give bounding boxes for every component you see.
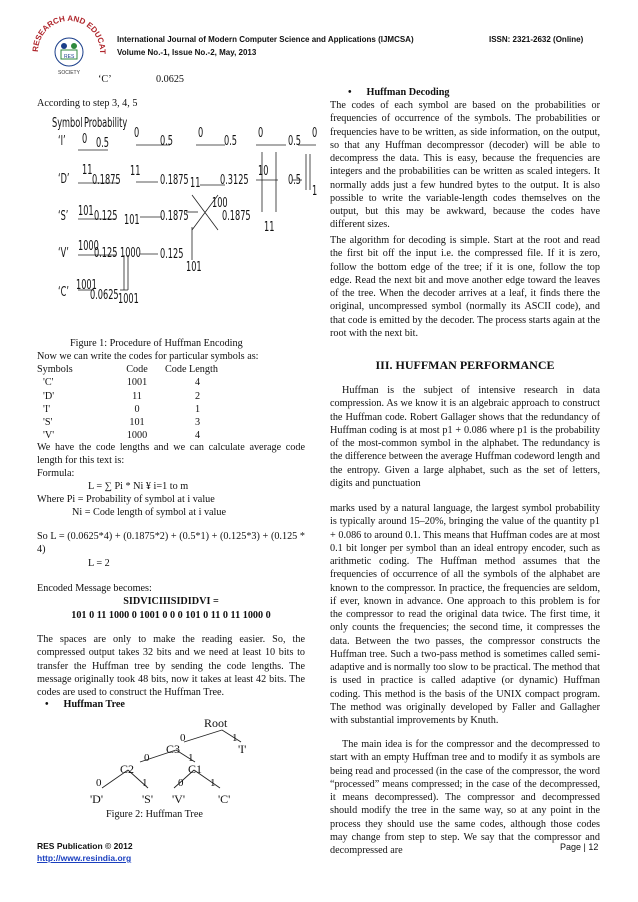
- fig1-c1-prob-v: 0.125: [94, 246, 118, 261]
- figure-1: [40, 112, 330, 322]
- performance-paragraph-1: Huffman is the subject of intensive research in data compression. As we know it is an algebraic approach to construct the Huffman code. Robert Gallager shows that the redundancy of Huffman coding is at most p1 + 0.086 where p1 is the probability of the most-common symbol in the alphabet. The redundancy is the difference between the average Huffman codeword length and the entropy. Given a large alphabet, such as the set of letters, digits and punctuation: [330, 385, 600, 489]
- cell-symbol: 'S': [43, 417, 53, 428]
- top-row-symbol: ‘C’: [98, 74, 112, 85]
- cell-symbol: 'V': [43, 430, 55, 442]
- fig1-c4-prob-b: 0.5: [288, 173, 302, 188]
- edge-label: 1: [210, 777, 216, 789]
- bullet-huffman-decoding-label: Huffman Decoding: [366, 87, 450, 98]
- fig1-c1-code-s: 101: [78, 204, 94, 219]
- fig1-c2-prob-1: 0.1875: [160, 173, 189, 188]
- fig1-c4-code-0b: 0: [312, 126, 318, 141]
- tree-leaf-s: 'S': [142, 792, 153, 806]
- tree-root: Root: [204, 716, 228, 730]
- logo-arc-text: RESEARCH AND EDUCAT: [30, 13, 108, 55]
- fig1-sym-i: ‘I’: [58, 134, 66, 149]
- edge-label: 0: [144, 752, 150, 764]
- fig1-c4-prob: 0.5: [288, 134, 302, 149]
- table-row: [37, 376, 255, 389]
- edge-label: 1: [188, 752, 194, 764]
- fig1-c3-code-11: 11: [264, 220, 275, 235]
- fig1-c2-code-1000: 1000: [120, 246, 141, 261]
- tree-leaf-d: 'D': [90, 792, 103, 806]
- cell-length: 1: [195, 403, 201, 415]
- where-ni: Ni = Code length of symbol at i value: [72, 507, 227, 518]
- fig1-c2-code-1: 11: [130, 164, 141, 179]
- codes-intro: Now we can write the codes for particular symbols as:: [37, 351, 259, 362]
- logo-center-text: RES: [64, 54, 75, 60]
- cell-length: 3: [195, 417, 201, 428]
- bullet-huffman-tree: [37, 698, 125, 711]
- tree-leaf-c: 'C': [218, 792, 231, 806]
- so-l-equation: So L = (0.0625*4) + (0.1875*2) + (0.5*1) + (0.125*3) + (0.125 * 4): [37, 531, 305, 556]
- footer-page-number: Page | 12: [560, 842, 599, 852]
- fig1-c2-prob-0: 0.5: [160, 134, 174, 149]
- tree-node-c1: C1: [188, 762, 203, 776]
- cell-symbol: 'I': [43, 403, 51, 415]
- cell-length: 4: [195, 377, 201, 389]
- formula-label: Formula:: [37, 468, 75, 479]
- tree-leaf-v: 'V': [172, 792, 185, 806]
- fig1-sym-v: ‘V’: [58, 246, 69, 261]
- cell-symbol: 'C': [43, 377, 54, 389]
- table-row: [37, 416, 255, 429]
- fig1-col-prob: Probability: [84, 116, 128, 131]
- performance-paragraph-3: The main idea is for the compressor and the decompressed to start with an empty Huffman tree and to modify it as symbols are being read and processed (in the case of the compressor, the word “processed” means compressed; in the case of the decompressed, it means decompressed). The compressor and decompressed should modify the tree in the same way, so at any point in the process they should use the same codes, although those codes may change from step to step. We say that the compressor and decompressed are: [330, 739, 600, 856]
- logo-bottom-text: SOCIETY: [58, 70, 80, 76]
- edge-label: 0: [96, 777, 102, 789]
- fig1-c2-code-0: 0: [134, 126, 140, 141]
- section-heading: III. HUFFMAN PERFORMANCE: [375, 358, 555, 372]
- fig1-c1-code-c: 1001: [76, 278, 97, 293]
- journal-logo: [28, 8, 110, 80]
- fig1-c1-prob-s: 0.125: [94, 209, 118, 224]
- fig1-sym-d: ‘D’: [58, 172, 70, 187]
- encoded-bits: 101 0 11 1000 0 1001 0 0 0 101 0 11 0 11 1000 0: [71, 610, 271, 621]
- cell-code: 1000: [126, 430, 148, 442]
- journal-title: International Journal of Modern Computer Science and Applications (IJMCSA): [117, 35, 414, 44]
- cell-symbol: 'D': [43, 390, 55, 402]
- fig1-c2-code-100: 100: [212, 196, 228, 211]
- code-table-header: [37, 363, 255, 376]
- th-symbols: Symbols: [37, 364, 73, 375]
- fig1-c2-prob-2: 0.1875: [160, 209, 189, 224]
- avg-code-length-text: We have the code lengths and we can calculate average code length for this text is:: [37, 442, 305, 467]
- l-equals: L = 2: [88, 558, 110, 569]
- performance-paragraph-2: marks used by a natural language, the largest symbol probability is typically around 15–20%, bringing the value of the quantity p1 + 0.086 to around 0.1. This means that Huffman codes are at most 0.1 bit longer per symbol than an ideal entropy encoder, such as arithmetic coding. The Huffman method assumes that the frequencies of occurrence of all the symbols of the alphabet are known to the compressor. In practice, the frequencies are seldom, if ever, known in advance. One approach to this problem is for the compressor to read the original data twice. The first time, it only counts the frequencies; the second time, it compresses the data. Between the two passes, the compressor constructs the Huffman tree. Such a two-pass method is sometimes called semi-adaptive and is normally too slow to be practical. The method that is used in practice is called adaptive (or dynamic) Huffman coding. This method is the basis of the UNIX compact program. The method was originally developed by Faller and Gallagher with substantial improvements by Knuth.: [330, 503, 600, 726]
- tree-node-c2: C2: [120, 762, 135, 776]
- cell-code: 11: [132, 390, 142, 402]
- tree-node-i: 'I': [238, 742, 247, 756]
- cell-code: 0: [134, 403, 140, 415]
- encoded-label: Encoded Message becomes:: [37, 583, 152, 594]
- fig1-c3-code-101: 101: [186, 260, 202, 275]
- fig1-c4-code-1: 1: [312, 184, 318, 199]
- footer-url-link[interactable]: http://www.resindia.org: [37, 853, 132, 863]
- fig1-c1-prob-d: 0.1875: [92, 173, 121, 188]
- journal-issn: ISSN: 2321-2632 (Online): [489, 35, 584, 44]
- fig1-sym-s: ‘S’: [58, 209, 69, 224]
- fig1-c3-prob-1: 0.3125: [220, 173, 249, 188]
- spaces-paragraph: The spaces are only to make the reading easier. So, the compressed output takes 32 bits and we need at least 10 bits to transfer the Huffman tree by sending the code lengths. The message originally took 48 bits, now it takes at least 42 bits. The codes are used to construct the Huffman Tree.: [37, 634, 305, 698]
- code-table: [37, 363, 327, 443]
- fig1-c3-prob-0: 0.5: [224, 134, 238, 149]
- decoding-paragraph-1: The codes of each symbol are based on the probabilities or frequencies of occurrence of the symbols. The probabilities or frequencies have to be written, as side information, on the output, so that any Huffman decompressor (decoder) will be able to decompress the data. This is easy, because the frequencies are integers and the probabilities can be written as scaled integers. It normally adds just a few hundred bytes to the output. It is also possible to write the variable-length codes themselves on the output, but this may be awkward, because the codes have different sizes.: [330, 100, 600, 231]
- table-row: [37, 403, 255, 416]
- fig1-c1-code-d: 11: [82, 163, 93, 178]
- fig1-sym-c: ‘C’: [58, 285, 69, 300]
- footer-publication: RES Publication © 2012: [37, 841, 133, 851]
- according-text: According to step 3, 4, 5: [37, 98, 138, 109]
- bullet-huffman-decoding: [340, 86, 449, 99]
- th-code-length: Code Length: [165, 364, 218, 375]
- tree-node-c3: C3: [166, 742, 181, 756]
- fig1-c2-code-1001: 1001: [118, 292, 139, 307]
- top-row-value: 0.0625: [156, 74, 185, 85]
- formula: L = ∑ Pi * Ni ¥ i=1 to m: [88, 481, 189, 492]
- figure-1-caption: Figure 1: Procedure of Huffman Encoding: [70, 338, 243, 349]
- edge-label: 0: [180, 732, 186, 744]
- figure-2: [86, 718, 271, 818]
- edge-label: 0: [178, 777, 184, 789]
- where-pi: Where Pi = Probability of symbol at i value: [37, 494, 215, 505]
- fig1-c1-code-v: 1000: [78, 239, 99, 254]
- edge-label: 1: [232, 732, 238, 744]
- fig1-c4-code-0: 0: [258, 126, 264, 141]
- encoded-word: SIDVICIIISIDIDVI =: [123, 596, 219, 607]
- fig1-c1-prob-i: 0.5: [96, 136, 110, 151]
- fig1-c1-code-i: 0: [82, 132, 88, 147]
- cell-code: 1001: [126, 377, 148, 389]
- edge-label: 1: [142, 777, 148, 789]
- fig1-c3-code-2: 10: [258, 164, 269, 179]
- fig1-c2-code-101: 101: [124, 213, 140, 228]
- fig1-c2-prob-3: 0.125: [160, 247, 184, 262]
- fig1-c3-code-0: 0: [198, 126, 204, 141]
- fig1-c3-prob-2: 0.1875: [222, 209, 251, 224]
- cell-length: 2: [195, 390, 201, 402]
- cell-length: 4: [195, 430, 201, 442]
- table-row: [37, 390, 255, 403]
- cell-code: 101: [129, 417, 145, 428]
- bullet-huffman-tree-label: Huffman Tree: [63, 699, 125, 710]
- fig1-c1-prob-c: 0.0625: [90, 288, 119, 303]
- journal-volume: Volume No.-1, Issue No.-2, May, 2013: [117, 48, 257, 57]
- svg-text:RESEARCH AND EDUCATIONAL: [28, 8, 107, 54]
- fig1-c3-code-1: 11: [190, 176, 201, 191]
- decoding-paragraph-2: The algorithm for decoding is simple. Start at the root and read the first bit off the input i.e. the compressed file. If it is zero, follow the bottom edge of the tree; if it is one, follow the top edge. Read the next bit and move another edge toward the leaves of the tree. When the decoder arrives at a leaf, it finds there the original, uncompressed symbol (normally its ASCII code), and that code is emitted by the decoder. The process starts again at the root with the next bit.: [330, 235, 600, 339]
- th-code: Code: [126, 364, 148, 375]
- figure-2-caption: Figure 2: Huffman Tree: [106, 809, 203, 820]
- fig1-col-symbol: Symbol: [52, 116, 83, 131]
